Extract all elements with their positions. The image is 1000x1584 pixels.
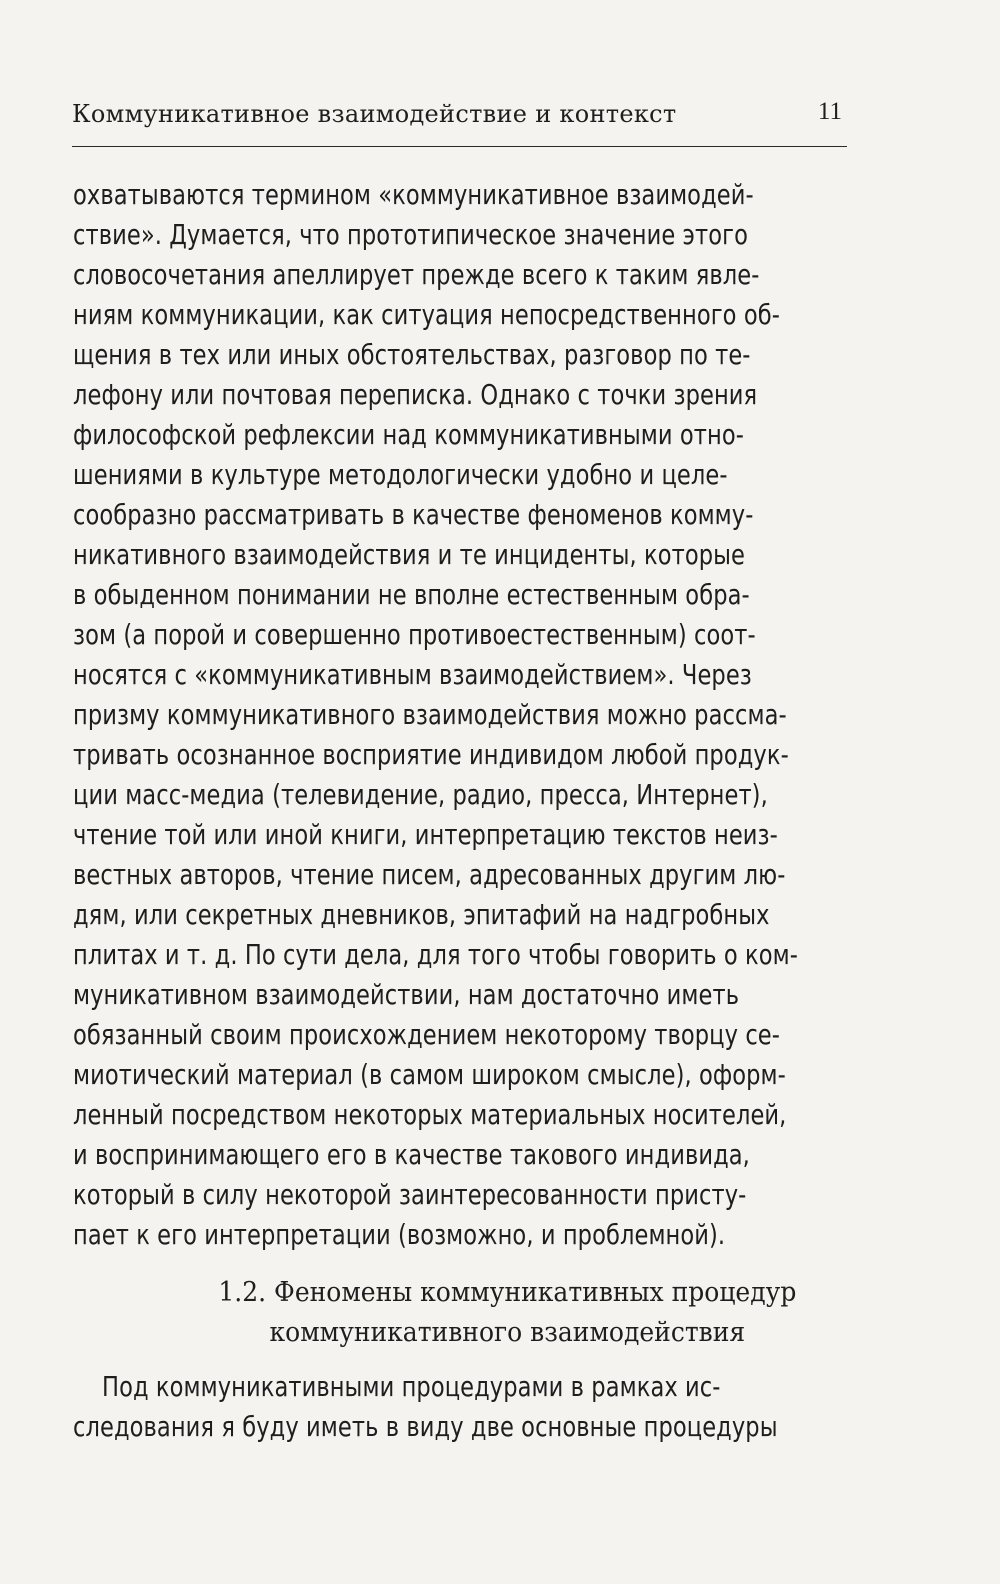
text-line: призму коммуникативного взаимодействия можно рассма- <box>73 700 787 731</box>
text-line: миотический материал (в самом широком смысле), оформ- <box>73 1060 786 1091</box>
text-line: плитах и т. д. По сути дела, для того чтобы говорить о ком- <box>73 940 798 971</box>
text-line: щения в тех или иных обстоятельствах, разговор по те- <box>73 340 751 371</box>
section-heading-line-1: 1.2. Феномены коммуникативных процедур <box>218 1277 797 1308</box>
section-heading-line-2: коммуникативного взаимодействия <box>269 1317 746 1348</box>
running-header-title: Коммуникативное взаимодействие и контекст <box>72 100 677 128</box>
text-line: ленный посредством некоторых материальных носителей, <box>73 1100 787 1131</box>
text-line: охватываются термином «коммуникативное взаимодей- <box>73 180 754 211</box>
text-line: зом (а порой и совершенно противоестественным) соот- <box>73 620 756 651</box>
text-line: философской рефлексии над коммуникативными отно- <box>73 420 744 451</box>
text-line: муникативном взаимодействии, нам достаточно иметь <box>73 980 740 1011</box>
text-line: тривать осознанное восприятие индивидом любой продук- <box>73 740 789 771</box>
text-line: в обыденном понимании не вполне естественным обра- <box>73 580 750 611</box>
text-line: обязанный своим происхождением некоторому творцу се- <box>73 1020 781 1051</box>
text-line: ции масс-медиа (телевидение, радио, пресса, Интернет), <box>73 780 768 811</box>
text-line: дям, или секретных дневников, эпитафий на надгробных <box>73 900 770 931</box>
section-heading <box>0 1273 1000 1353</box>
paragraph-2 <box>73 1368 863 1448</box>
text-line: чтение той или иной книги, интерпретацию текстов неиз- <box>73 820 778 851</box>
text-line: и воспринимающего его в качестве такового индивида, <box>73 1140 750 1171</box>
text-line: ниям коммуникации, как ситуация непосредственного об- <box>73 300 780 331</box>
text-line: Под коммуникативными процедурами в рамках ис- <box>73 1372 721 1403</box>
header-rule <box>72 146 847 147</box>
text-line: сообразно рассматривать в качестве феноменов комму- <box>73 500 754 531</box>
page-number: 11 <box>817 98 842 125</box>
text-line: носятся с «коммуникативным взаимодействием». Через <box>73 660 752 691</box>
text-line: словосочетания апеллирует прежде всего к таким явле- <box>73 260 760 291</box>
text-line: лефону или почтовая переписка. Однако с точки зрения <box>73 380 758 411</box>
paragraph-1 <box>73 176 863 1256</box>
text-line: следования я буду иметь в виду две основные процедуры <box>73 1412 778 1443</box>
text-line: шениями в культуре методологически удобно и целе- <box>73 460 728 491</box>
text-line: вестных авторов, чтение писем, адресованных другим лю- <box>73 860 786 891</box>
text-line: ствие». Думается, что прототипическое значение этого <box>73 220 748 251</box>
text-line: никативного взаимодействия и те инциденты, которые <box>73 540 746 571</box>
text-line: пает к его интерпретации (возможно, и проблемной). <box>73 1220 726 1251</box>
text-line: который в силу некоторой заинтересованности присту- <box>73 1180 747 1211</box>
